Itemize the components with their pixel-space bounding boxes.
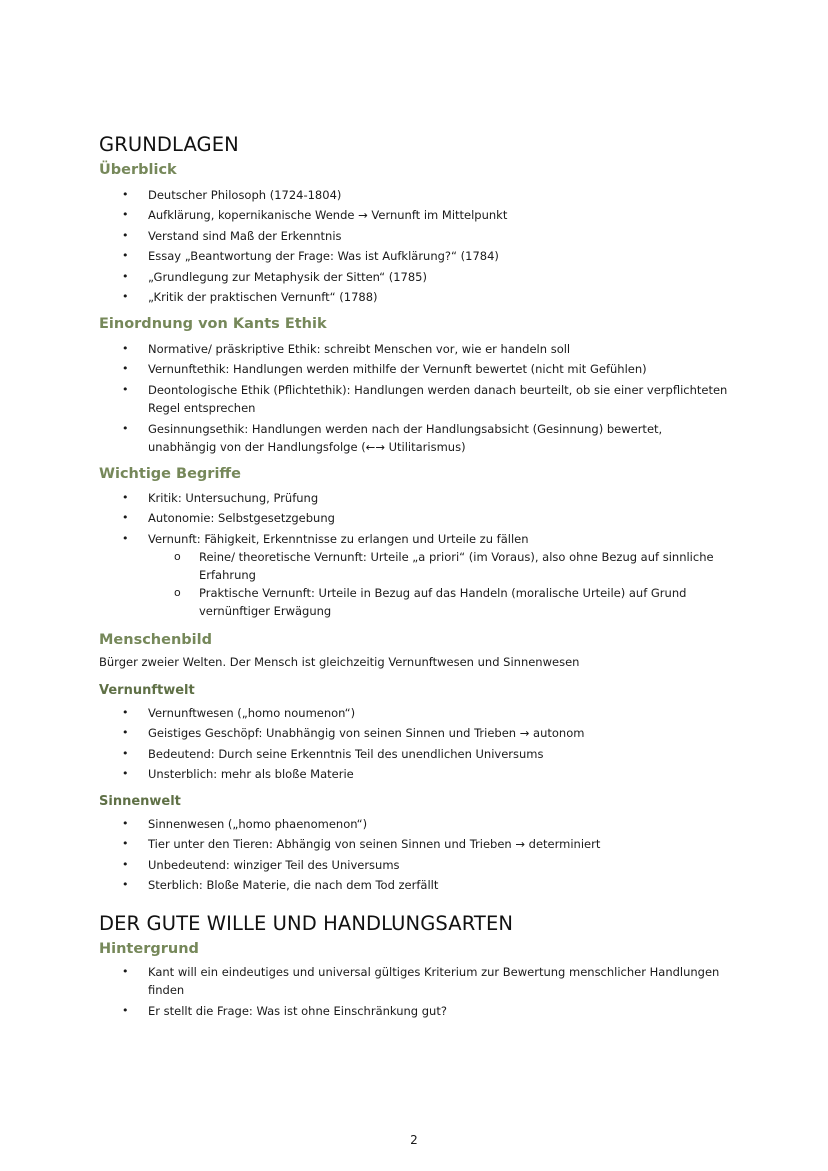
list-item: • „Kritik der praktischen Vernunft“ (1788) [122, 289, 378, 304]
list-item: • Unsterblich: mehr als bloße Materie [122, 767, 354, 782]
heading-menschenbild: Menschenbild [99, 632, 212, 648]
list-item: o Reine/ theoretische Vernunft: Urteile „a priori“ (im Voraus), also ohne Bezug auf sinnliche Erfahrung [174, 550, 714, 582]
list-item: o Praktische Vernunft: Urteile in Bezug auf das Handeln (moralische Urteile) auf Grund vernünftiger Erwägung [174, 586, 687, 618]
list-einordnung [0, 340, 828, 459]
list-item: • Vernunftethik: Handlungen werden mithilfe der Vernunft bewertet (nicht mit Gefühlen) [122, 362, 647, 377]
list-item: • Aufklärung, kopernikanische Wende → Vernunft im Mittelpunkt [122, 208, 508, 223]
list-item: • Autonomie: Selbstgesetzgebung [122, 511, 335, 526]
list-item: • Geistiges Geschöpf: Unabhängig von seinen Sinnen und Trieben → autonom [122, 726, 585, 741]
list-item: • Bedeutend: Durch seine Erkenntnis Teil des unendlichen Universums [122, 746, 544, 761]
list-item: • „Grundlegung zur Metaphysik der Sitten“ (1785) [122, 269, 427, 284]
list-sinnenwelt [0, 815, 828, 897]
list-item: • Verstand sind Maß der Erkenntnis [122, 228, 342, 243]
list-item: • Sinnenwesen („homo phaenomenon“) [122, 817, 368, 831]
list-ueberblick [0, 186, 828, 308]
list-begriffe [0, 489, 828, 550]
list-hintergrund [0, 963, 828, 1022]
list-item: • Tier unter den Tieren: Abhängig von seinen Sinnen und Trieben → determiniert [122, 837, 601, 852]
sublist-vernunft [0, 548, 828, 620]
heading-grundlagen: GRUNDLAGEN [99, 133, 239, 156]
heading-hintergrund: Hintergrund [99, 941, 199, 957]
list-item: • Normative/ präskriptive Ethik: schreibt Menschen vor, wie er handeln soll [122, 342, 571, 356]
list-item: • Unbedeutend: winziger Teil des Universums [122, 857, 400, 872]
list-item: • Gesinnungsethik: Handlungen werden nach der Handlungsabsicht (Gesinnung) bewertet, unabhängig von der Handlungsfolge (←→ Utilitarismus) [122, 421, 663, 454]
heading-guter-wille: DER GUTE WILLE UND HANDLUNGSARTEN [99, 912, 514, 935]
list-item: • Essay „Beantwortung der Frage: Was ist Aufklärung?“ (1784) [122, 249, 499, 264]
list-vernunftwelt [0, 704, 828, 786]
heading-vernunftwelt: Vernunftwelt [99, 683, 195, 698]
list-item: • Vernunftwesen („homo noumenon“) [122, 706, 356, 720]
heading-ueberblick: Überblick [99, 162, 177, 178]
heading-einordnung: Einordnung von Kants Ethik [99, 316, 327, 332]
list-item: • Vernunft: Fähigkeit, Erkenntnisse zu erlangen und Urteile zu fällen [122, 531, 529, 546]
list-item: • Kritik: Untersuchung, Prüfung [122, 491, 319, 505]
list-item: • Er stellt die Frage: Was ist ohne Einschränkung gut? [122, 1004, 447, 1018]
page-number: 2 [410, 1133, 418, 1147]
list-item: • Deutscher Philosoph (1724-1804) [122, 188, 342, 202]
heading-begriffe: Wichtige Begriffe [99, 466, 242, 482]
list-item: • Sterblich: Bloße Materie, die nach dem Tod zerfällt [122, 878, 439, 893]
list-item: • Deontologische Ethik (Pflichtethik): Handlungen werden danach beurteilt, ob sie einer verpflichteten Regel entsprechen [122, 382, 728, 415]
heading-sinnenwelt: Sinnenwelt [99, 794, 181, 809]
paragraph-menschenbild: Bürger zweier Welten. Der Mensch ist gleichzeitig Vernunftwesen und Sinnenwesen [99, 655, 580, 669]
list-item: • Kant will ein eindeutiges und universal gültiges Kriterium zur Bewertung menschlicher Handlungen finden [122, 965, 720, 997]
